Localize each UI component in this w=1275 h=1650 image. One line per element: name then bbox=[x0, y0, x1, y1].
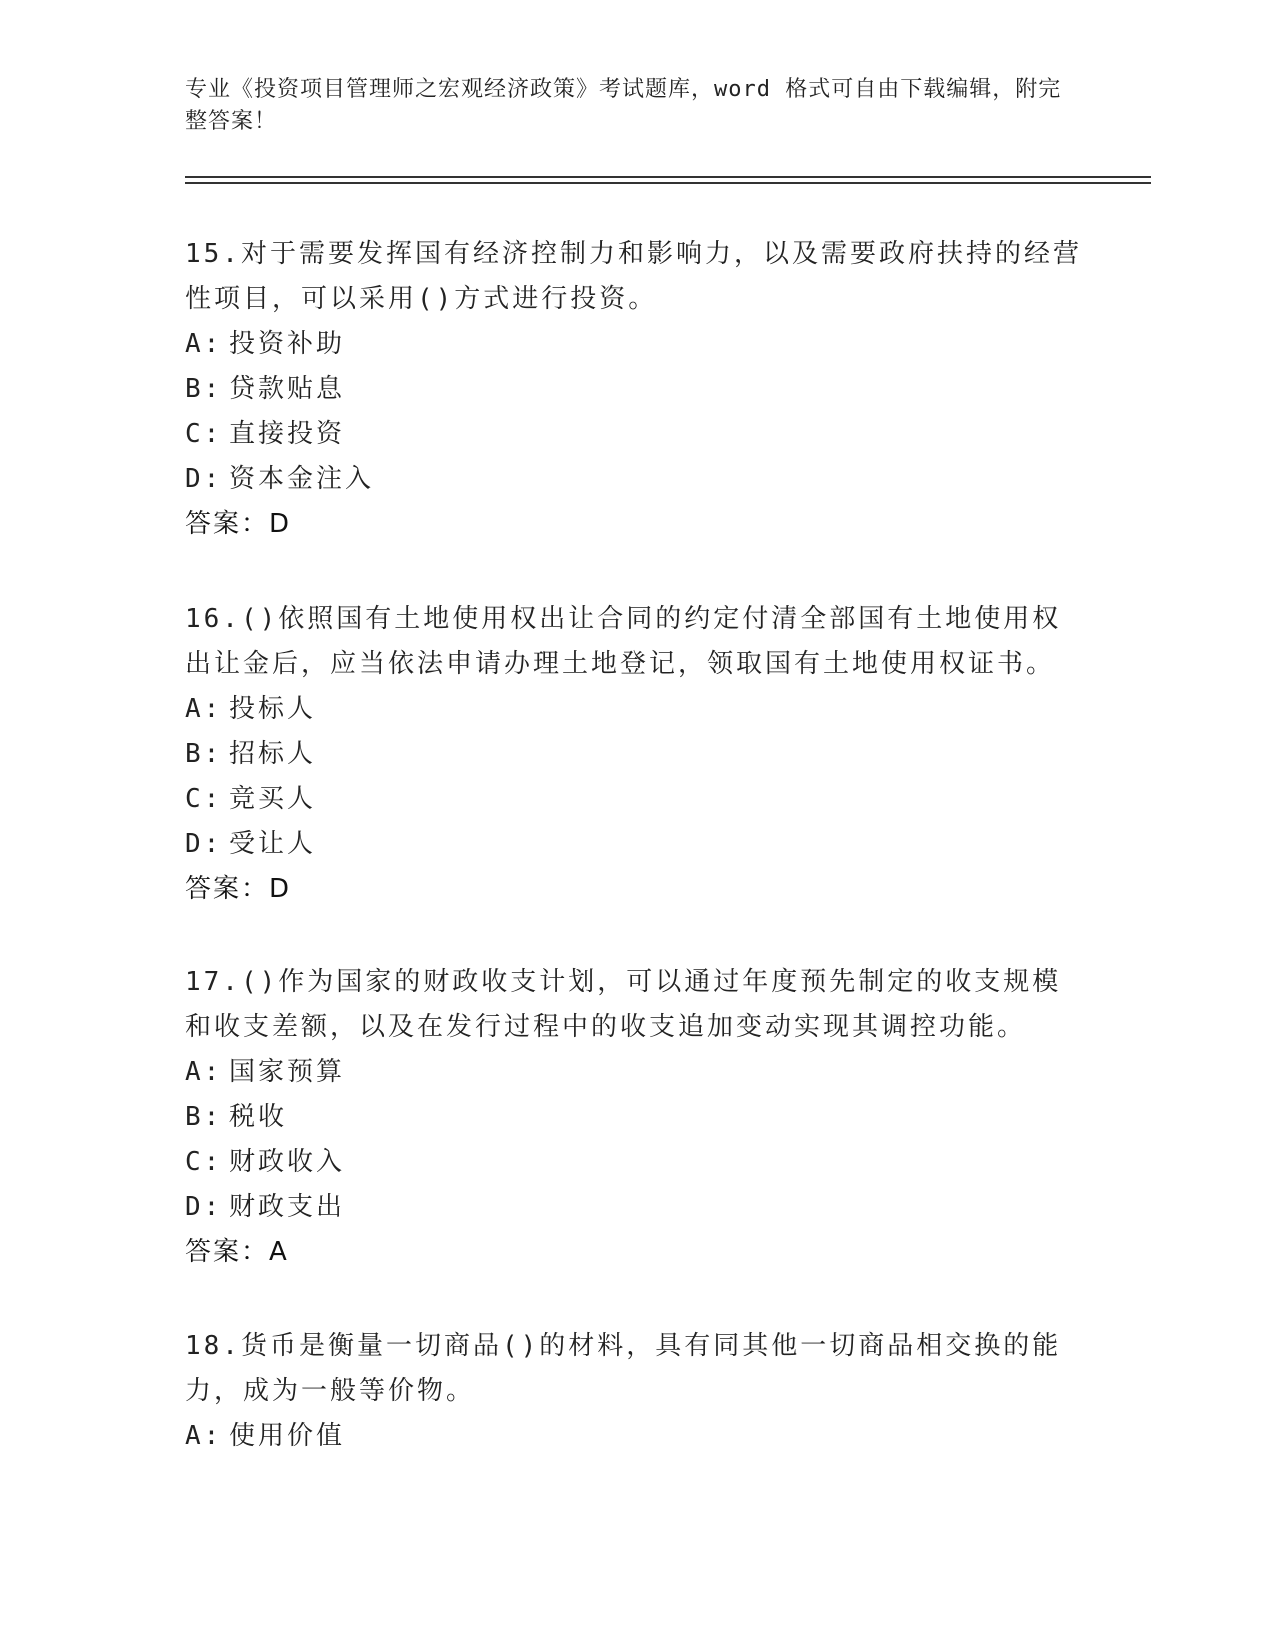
option-letter: D: bbox=[185, 1192, 223, 1222]
option-a bbox=[185, 1414, 1085, 1459]
option-letter: B: bbox=[185, 739, 223, 769]
option-text: 直接投资 bbox=[229, 419, 346, 449]
option-text: 资本金注入 bbox=[229, 464, 375, 494]
header-rule-top bbox=[185, 176, 1151, 178]
question-16 bbox=[185, 597, 1085, 912]
option-letter: B: bbox=[185, 374, 223, 404]
option-text: 税收 bbox=[229, 1102, 288, 1132]
question-stem: 16.()依照国有土地使用权出让合同的约定付清全部国有土地使用权出让金后，应当依法申请办理土地登记，领取国有土地使用权证书。 bbox=[185, 604, 1062, 679]
question-15 bbox=[185, 232, 1085, 547]
question-18 bbox=[185, 1324, 1085, 1459]
option-text: 招标人 bbox=[229, 739, 317, 769]
question-17 bbox=[185, 960, 1085, 1275]
option-text: 竞买人 bbox=[229, 784, 317, 814]
question-stem: 15.对于需要发挥国有经济控制力和影响力，以及需要政府扶持的经营性项目，可以采用()方式进行投资。 bbox=[185, 239, 1082, 314]
option-letter: C: bbox=[185, 419, 223, 449]
option-letter: D: bbox=[185, 464, 223, 494]
question-stem: 17.()作为国家的财政收支计划，可以通过年度预先制定的收支规模和收支差额，以及在发行过程中的收支追加变动实现其调控功能。 bbox=[185, 967, 1062, 1042]
document-header: 专业《投资项目管理师之宏观经济政策》考试题库，word 格式可自由下载编辑，附完整答案！ bbox=[185, 77, 1062, 134]
option-letter: A: bbox=[185, 1421, 223, 1451]
answer-line: 答案：D bbox=[185, 509, 292, 539]
option-b bbox=[185, 367, 1085, 412]
option-c bbox=[185, 1140, 1085, 1185]
option-letter: C: bbox=[185, 784, 223, 814]
answer-line: 答案：D bbox=[185, 874, 292, 904]
option-text: 国家预算 bbox=[229, 1057, 346, 1087]
option-letter: B: bbox=[185, 1102, 223, 1132]
header-rule-bottom bbox=[185, 182, 1151, 184]
option-letter: A: bbox=[185, 1057, 223, 1087]
answer-line: 答案：A bbox=[185, 1237, 289, 1267]
option-letter: D: bbox=[185, 829, 223, 859]
option-letter: C: bbox=[185, 1147, 223, 1177]
option-b bbox=[185, 1095, 1085, 1140]
option-text: 财政支出 bbox=[229, 1192, 346, 1222]
option-text: 贷款贴息 bbox=[229, 374, 346, 404]
option-c bbox=[185, 412, 1085, 457]
option-text: 财政收入 bbox=[229, 1147, 346, 1177]
option-text: 投标人 bbox=[229, 694, 317, 724]
option-d bbox=[185, 822, 1085, 867]
option-a bbox=[185, 1050, 1085, 1095]
option-letter: A: bbox=[185, 329, 223, 359]
option-a bbox=[185, 687, 1085, 732]
option-a bbox=[185, 322, 1085, 367]
option-text: 投资补助 bbox=[229, 329, 346, 359]
option-text: 受让人 bbox=[229, 829, 317, 859]
option-d bbox=[185, 457, 1085, 502]
option-b bbox=[185, 732, 1085, 777]
option-text: 使用价值 bbox=[229, 1421, 346, 1451]
option-d bbox=[185, 1185, 1085, 1230]
option-c bbox=[185, 777, 1085, 822]
option-letter: A: bbox=[185, 694, 223, 724]
question-stem: 18.货币是衡量一切商品()的材料，具有同其他一切商品相交换的能力，成为一般等价物。 bbox=[185, 1331, 1062, 1406]
